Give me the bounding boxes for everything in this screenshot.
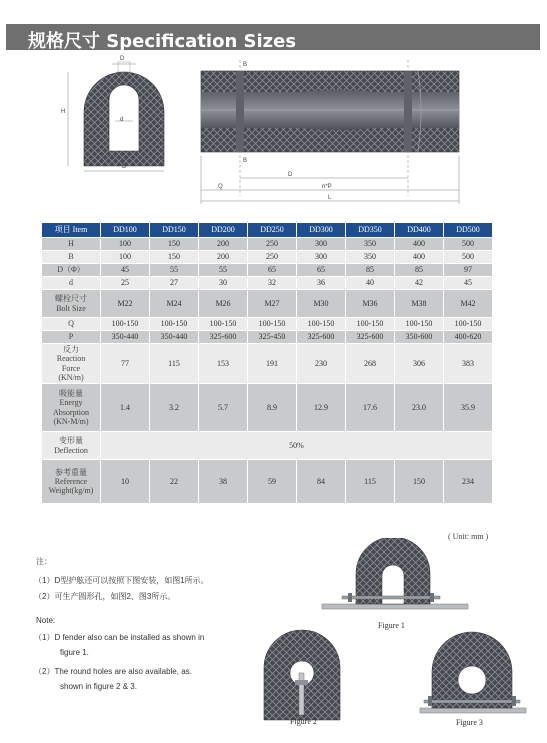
value-cell: 100-150 [444, 318, 493, 331]
value-cell: 25 [101, 277, 150, 290]
row-label [42, 251, 101, 264]
value-cell: 8.9 [248, 384, 297, 432]
table-row [42, 432, 493, 460]
value-cell: 22 [150, 460, 199, 504]
value-cell: 400-620 [444, 331, 493, 344]
row-label-line: d [69, 278, 73, 288]
value-cell: 5.7 [199, 384, 248, 432]
row-label [42, 344, 101, 384]
header-cell-model: DD200 [199, 223, 248, 238]
value-cell: 3.2 [150, 384, 199, 432]
value-cell: 200 [199, 238, 248, 251]
value-cell: M24 [150, 290, 199, 318]
value-cell: 115 [346, 460, 395, 504]
row-label-line: 螺栓尺寸 [55, 294, 87, 304]
notes-en-1b: figure 1. [60, 648, 89, 657]
value-cell: 84 [297, 460, 346, 504]
table-row [42, 331, 493, 344]
value-cell: 42 [395, 277, 444, 290]
notes-cn-1: （1）D型护舷还可以按照下图安装，如图1所示。 [34, 576, 209, 585]
row-label-line: Reaction [56, 354, 86, 364]
value-cell: 150 [395, 460, 444, 504]
value-cell: 30 [199, 277, 248, 290]
row-label-line: B [68, 252, 74, 262]
figure-1 [320, 538, 470, 636]
value-cell: 55 [150, 264, 199, 277]
value-cell: 27 [150, 277, 199, 290]
value-cell: 325-600 [346, 331, 395, 344]
row-label [42, 290, 101, 318]
value-cell: 40 [346, 277, 395, 290]
value-cell: 100-150 [199, 318, 248, 331]
value-cell: 17.6 [346, 384, 395, 432]
header-cell-item: 项目 Item [42, 223, 101, 238]
table-row [42, 384, 493, 432]
figure-2 [262, 628, 352, 728]
dim-label-D: D [120, 56, 125, 62]
value-cell: 350 [346, 238, 395, 251]
row-label-line: 反力 [63, 345, 79, 355]
value-cell: 191 [248, 344, 297, 384]
dim-label-L: L [328, 195, 332, 201]
value-cell: 1.4 [101, 384, 150, 432]
value-cell: 100-150 [150, 318, 199, 331]
section-title: 规格尺寸 Specification Sizes [28, 31, 297, 52]
value-cell: 65 [297, 264, 346, 277]
value-cell: 38 [199, 460, 248, 504]
row-label-line: 参考重量 [55, 467, 87, 477]
notes-en-2a: （2）The round holes are also available, as. [34, 667, 192, 676]
value-cell: 400 [395, 238, 444, 251]
value-cell: 200 [199, 251, 248, 264]
row-label-line: (KN/m) [58, 372, 84, 382]
value-cell: 65 [248, 264, 297, 277]
dim-label-d: d [120, 117, 124, 123]
value-cell: 85 [395, 264, 444, 277]
value-cell: 400 [395, 251, 444, 264]
row-label [42, 264, 101, 277]
row-label [42, 277, 101, 290]
figure-1-caption: Figure 1 [378, 621, 405, 630]
value-cell: 350-600 [395, 331, 444, 344]
value-cell: 36 [297, 277, 346, 290]
fender-dimension-drawing [0, 52, 547, 222]
section-banner [6, 24, 540, 50]
notes-en-2b: shown in figure 2 & 3. [60, 682, 137, 691]
value-cell: 234 [444, 460, 493, 504]
row-label-line: (KN-M/m) [53, 416, 89, 426]
value-cell: 500 [444, 238, 493, 251]
row-label-line: Deflection [54, 445, 88, 455]
notes-cn-2: （2）可生产圆形孔，如图2、图3所示。 [34, 592, 176, 601]
table-row [42, 251, 493, 264]
table-header-row [42, 223, 493, 238]
table-row [42, 344, 493, 384]
row-label-line: Reference [54, 476, 88, 486]
value-cell: 150 [150, 238, 199, 251]
merged-value-cell: 50% [101, 432, 493, 460]
table-row [42, 277, 493, 290]
row-label-line: D（Φ） [57, 265, 85, 275]
value-cell: 59 [248, 460, 297, 504]
value-cell: 153 [199, 344, 248, 384]
value-cell: 150 [150, 251, 199, 264]
table-row [42, 460, 493, 504]
value-cell: 268 [346, 344, 395, 384]
row-label-line: 吸能量 [59, 389, 83, 399]
unit-note: ( Unit: mm ) [448, 532, 489, 541]
row-label-line: Absorption [53, 407, 89, 417]
notes-en-1a: （1）D fender also can be installed as shown in [34, 633, 205, 642]
figure-3-caption: Figure 3 [456, 718, 483, 727]
header-cell-model: DD100 [101, 223, 150, 238]
value-cell: 350-440 [150, 331, 199, 344]
header-cell-model: DD400 [395, 223, 444, 238]
value-cell: 100 [101, 238, 150, 251]
value-cell: M27 [248, 290, 297, 318]
header-cell-model: DD250 [248, 223, 297, 238]
notes-en-title: Note: [36, 616, 56, 625]
value-cell: 325-600 [297, 331, 346, 344]
table-body [42, 238, 493, 504]
value-cell: 100-150 [395, 318, 444, 331]
value-cell: 45 [444, 277, 493, 290]
row-label-line: 变形量 [59, 436, 83, 446]
dim-label-B-top: B [243, 62, 248, 68]
row-label [42, 384, 101, 432]
value-cell: 55 [199, 264, 248, 277]
value-cell: 45 [101, 264, 150, 277]
value-cell: 85 [346, 264, 395, 277]
value-cell: 100-150 [346, 318, 395, 331]
value-cell: 250 [248, 251, 297, 264]
header-cell-model: DD150 [150, 223, 199, 238]
value-cell: 350 [346, 251, 395, 264]
value-cell: 500 [444, 251, 493, 264]
value-cell: 306 [395, 344, 444, 384]
dim-label-D-long: D [288, 172, 293, 178]
value-cell: 325-600 [199, 331, 248, 344]
row-label-line: Energy [59, 398, 83, 408]
notes-cn-title: 注： [36, 557, 52, 566]
row-label [42, 238, 101, 251]
value-cell: 100-150 [297, 318, 346, 331]
longitudinal-view [201, 60, 459, 204]
table-row [42, 238, 493, 251]
value-cell: 100-150 [248, 318, 297, 331]
value-cell: 23.0 [395, 384, 444, 432]
figure-3 [418, 630, 528, 728]
value-cell: 300 [297, 251, 346, 264]
cross-section-view [61, 56, 164, 171]
table-row [42, 264, 493, 277]
row-label [42, 318, 101, 331]
row-label-line: Bolt Size [56, 303, 86, 313]
value-cell: 12.9 [297, 384, 346, 432]
value-cell: 10 [101, 460, 150, 504]
value-cell: 230 [297, 344, 346, 384]
row-label-line: Q [68, 319, 74, 329]
value-cell: M22 [101, 290, 150, 318]
header-cell-model: DD350 [346, 223, 395, 238]
row-label-line: Weight(kg/m) [48, 486, 94, 496]
row-label-line: P [68, 332, 74, 342]
specification-table [41, 222, 493, 504]
row-label-line: Force [61, 363, 81, 373]
value-cell: 32 [248, 277, 297, 290]
value-cell: M30 [297, 290, 346, 318]
dim-label-H: H [61, 109, 66, 115]
row-label [42, 460, 101, 504]
value-cell: M36 [346, 290, 395, 318]
value-cell: 77 [101, 344, 150, 384]
value-cell: 97 [444, 264, 493, 277]
table-row [42, 318, 493, 331]
value-cell: 383 [444, 344, 493, 384]
value-cell: M42 [444, 290, 493, 318]
row-label [42, 331, 101, 344]
value-cell: 35.9 [444, 384, 493, 432]
value-cell: 350-440 [101, 331, 150, 344]
table-row [42, 290, 493, 318]
value-cell: 300 [297, 238, 346, 251]
dim-label-B-bottom: B [243, 158, 248, 164]
value-cell: 100 [101, 251, 150, 264]
header-cell-model: DD300 [297, 223, 346, 238]
value-cell: 325-450 [248, 331, 297, 344]
dim-label-Q: Q [218, 184, 223, 190]
row-label-line: H [68, 239, 74, 249]
header-cell-model: DD500 [444, 223, 493, 238]
figure-2-caption: Figure 2 [290, 717, 317, 726]
value-cell: 250 [248, 238, 297, 251]
value-cell: 115 [150, 344, 199, 384]
row-label [42, 432, 101, 460]
value-cell: M38 [395, 290, 444, 318]
dim-label-B: B [122, 164, 127, 170]
dim-label-nP: n*P [322, 184, 332, 190]
value-cell: 100-150 [101, 318, 150, 331]
value-cell: M26 [199, 290, 248, 318]
